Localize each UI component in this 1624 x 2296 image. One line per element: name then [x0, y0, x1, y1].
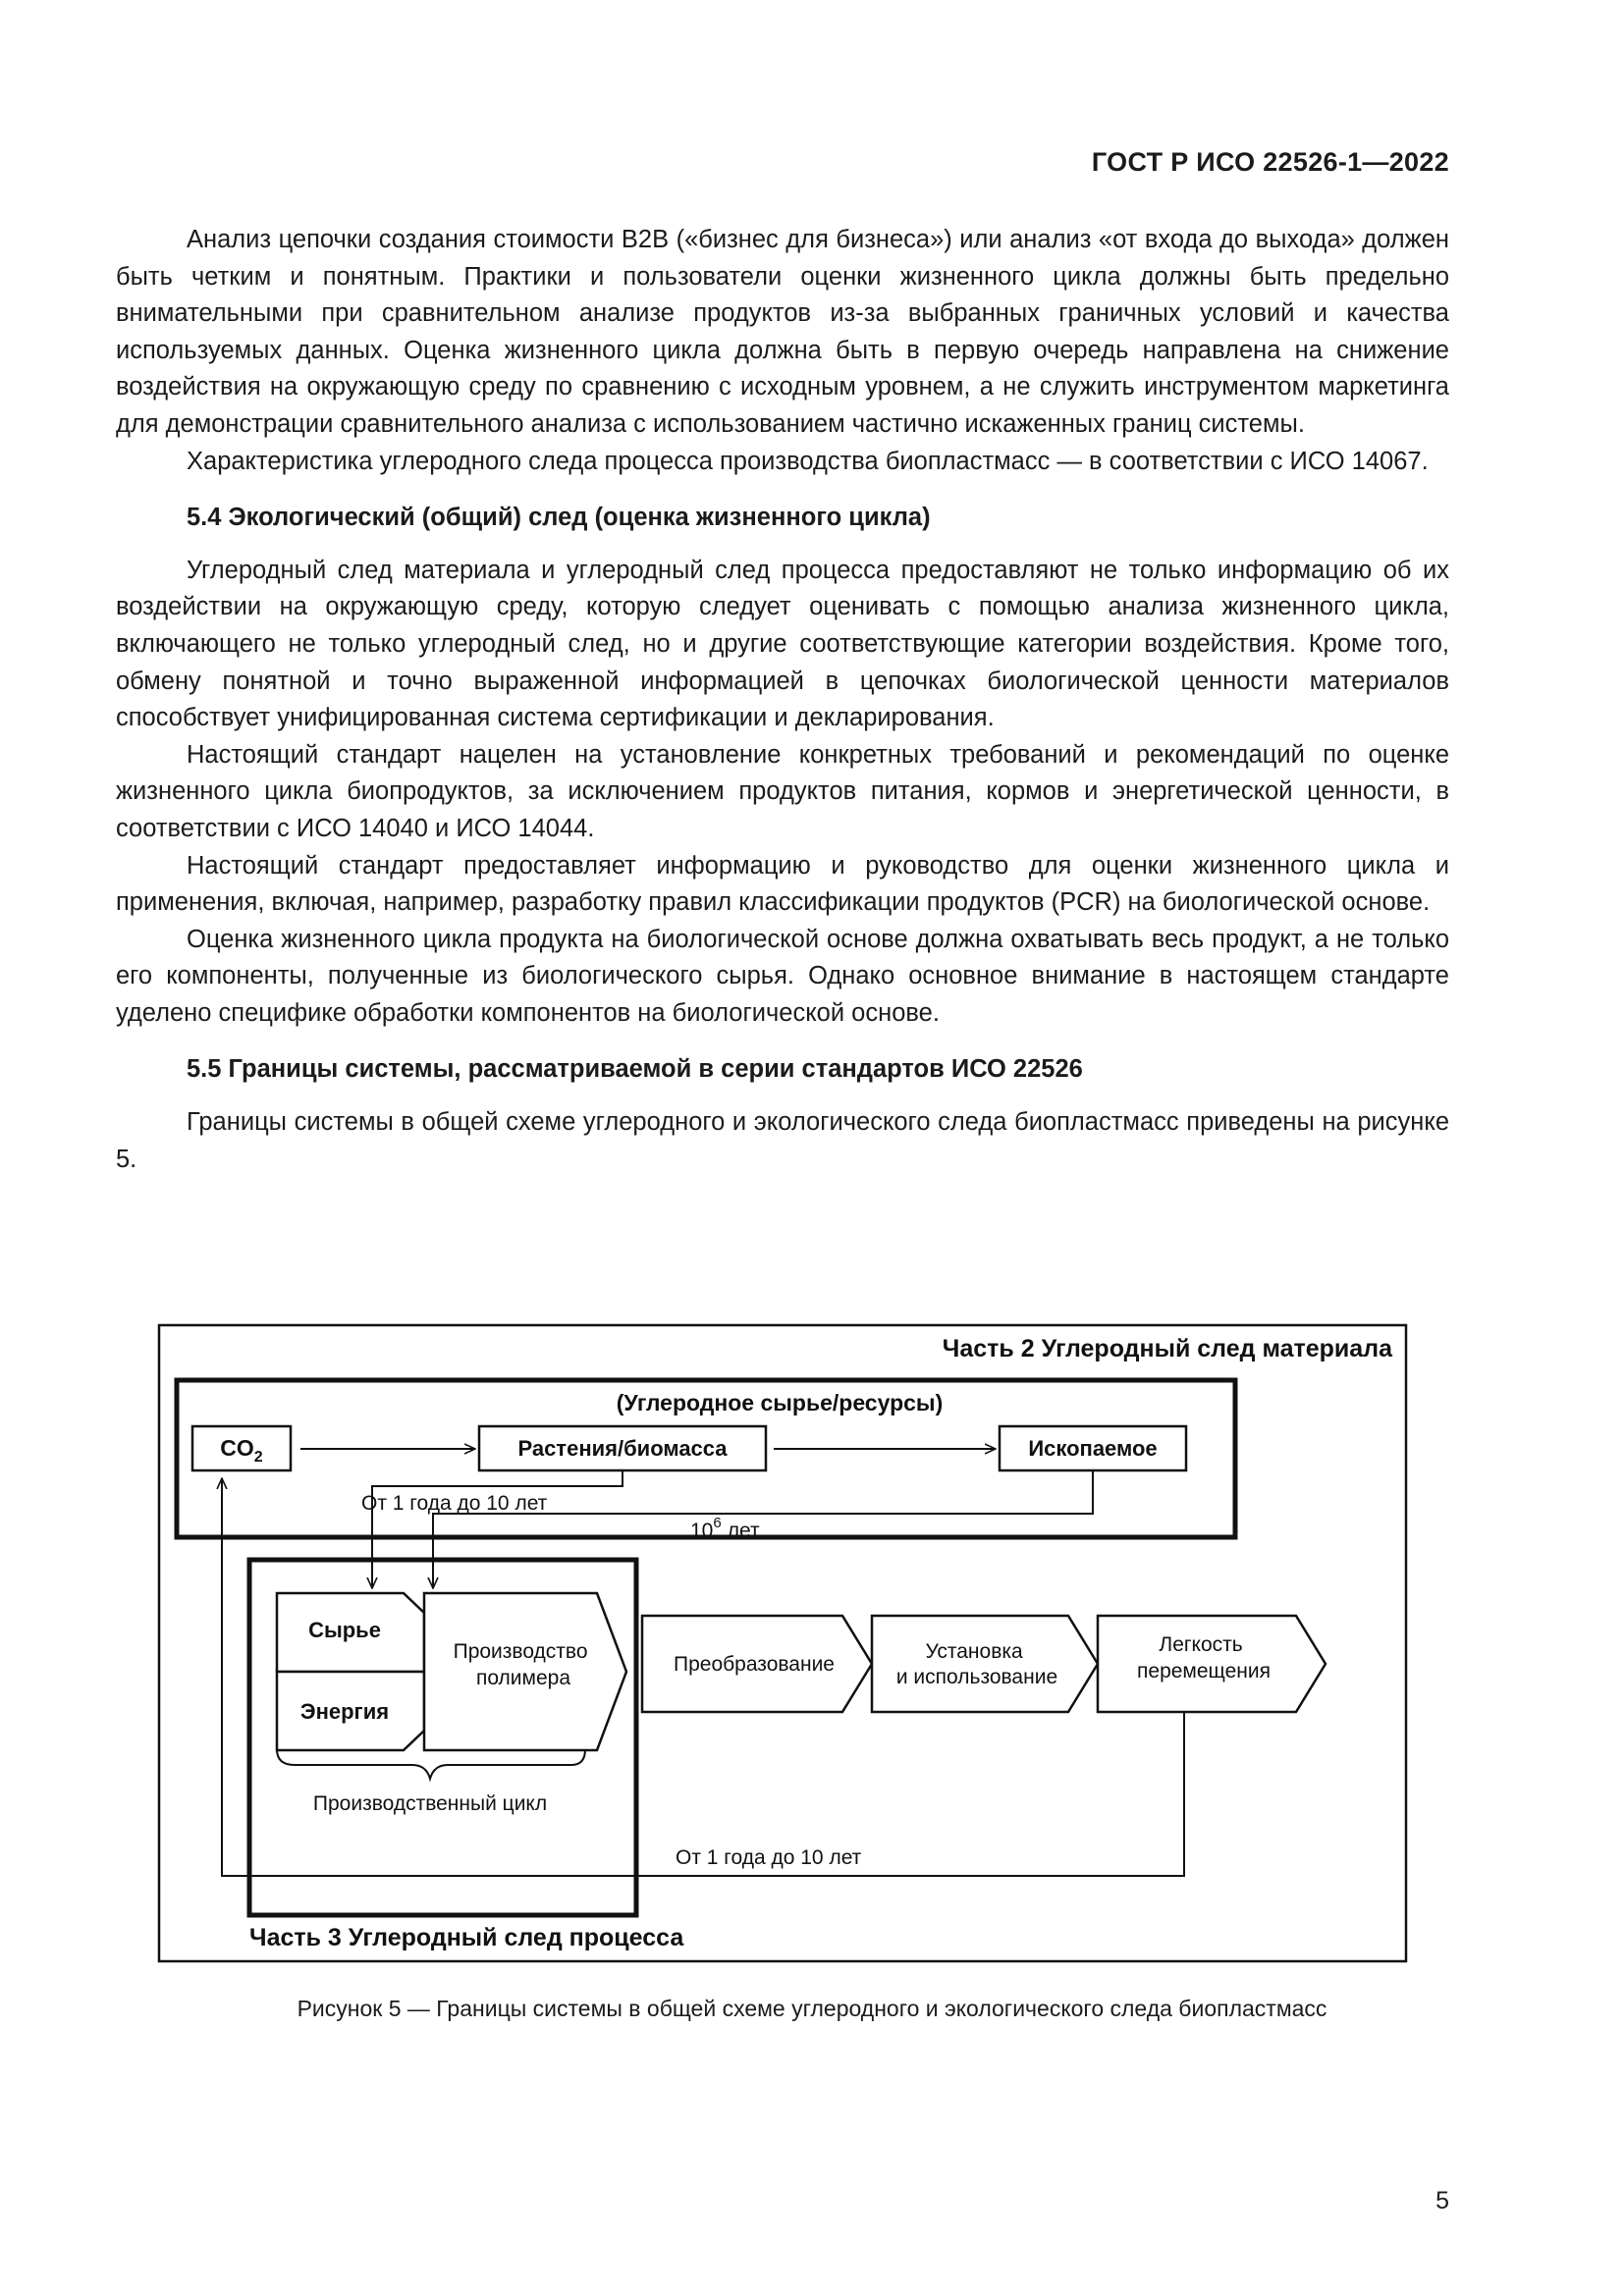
paragraph: Углеродный след материала и углеродный след процесса предоставляют не только информацию об их воздействии на окружающую среду, которую следует оценивать с помощью анализа жизненного цикла, включающего не только углеродный след, но и другие соответствующие категории воздействия. Кроме того, обмену понятной и точно выраженной информацией в цепочках биологической ценности материалов способствует унифицированная система сертификации и декларирования.: [116, 556, 1449, 732]
energy-label: Энергия: [299, 1699, 390, 1724]
arrow-plants-to-raw: [372, 1470, 623, 1588]
mobility-line1: Легкость: [1159, 1633, 1243, 1656]
production-cycle-label: Производственный цикл: [312, 1792, 548, 1815]
document-code: ГОСТ Р ИСО 22526-1—2022: [1091, 147, 1449, 177]
install-line1: Установка: [925, 1640, 1023, 1663]
system-boundary-diagram: [155, 1321, 1412, 1969]
paragraph: Характеристика углеродного следа процесса производства биопластмасс — в соответствии с ИСО 14067.: [187, 447, 1429, 475]
paragraph: Настоящий стандарт нацелен на установление конкретных требований и рекомендаций по оценке жизненного цикла биопродуктов, за исключением продуктов питания, кормов и энергетической ценности, в соответствии с ИСО 14040 и ИСО 14044.: [116, 740, 1449, 842]
paragraph: Оценка жизненного цикла продукта на биологической основе должна охватывать весь продукт, а не только его компоненты, полученные из биологического сырья. Однако основное внимание в настоящем стандарте уделено специфике обработки компонентов на биологической основе.: [116, 925, 1449, 1027]
paragraph: Настоящий стандарт предоставляет информацию и руководство для оценки жизненного цикла и применения, включая, например, разработку правил классификации продуктов (PCR) на биологической основе.: [116, 851, 1449, 917]
paragraph: Анализ цепочки создания стоимости В2В («бизнес для бизнеса») или анализ «от входа до выхода» должен быть четким и понятным. Практики и пользователи оценки жизненного цикла должны быть предельно внимательными при сравнительном анализе продуктов из-за выбранных граничных условий и качества используемых данных. Оценка жизненного цикла должна быть в первую очередь направлена на снижение воздействия на окружающую среду по сравнению с исходным уровнем, а не служить инструментом маркетинга для демонстрации сравнительного анализа с использованием частично искаженных границ системы.: [116, 226, 1449, 438]
conversion-label: Преобразование: [674, 1653, 835, 1676]
polymer-line1: Производство: [453, 1640, 588, 1663]
fossil-label: Ископаемое: [1028, 1436, 1158, 1461]
mobility-line2: перемещения: [1137, 1660, 1271, 1682]
plants-label: Растения/биомасса: [517, 1436, 728, 1461]
co2-main: CO: [220, 1435, 254, 1461]
polymer-line2: полимера: [475, 1667, 571, 1689]
part3-title: Часть 3 Углеродный след процесса: [249, 1924, 684, 1951]
section-heading-5-5: 5.5 Границы системы, рассматриваемой в серии стандартов ИСО 22526: [187, 1055, 1083, 1084]
paragraph: Границы системы в общей схеме углеродного и экологического следа биопластмасс приведены на рисунке 5.: [116, 1108, 1449, 1173]
figure-caption: Рисунок 5 — Границы системы в общей схеме углеродного и экологического следа биопластмасс: [297, 1996, 1327, 2021]
page-number: 5: [1435, 2187, 1449, 2215]
return-period-label: От 1 года до 10 лет: [676, 1846, 862, 1869]
body-text: [116, 222, 1449, 1178]
install-box: [872, 1616, 1098, 1712]
production-cycle-brace: [277, 1749, 585, 1779]
install-line2: и использование: [895, 1666, 1058, 1688]
feedstock-title: (Углеродное сырье/ресурсы): [616, 1390, 944, 1415]
co2-subscript: 2: [253, 1449, 263, 1466]
period-short-label: От 1 года до 10 лет: [361, 1492, 548, 1515]
section-heading-5-4: 5.4 Экологический (общий) след (оценка жизненного цикла): [187, 504, 931, 532]
period-long-base: 10: [690, 1520, 714, 1542]
period-long-exp: 6: [713, 1515, 722, 1531]
arrow-fossil-to-raw: [433, 1470, 1093, 1588]
raw-label: Сырье: [308, 1618, 381, 1642]
part2-title: Часть 2 Углеродный след материала: [942, 1335, 1392, 1362]
period-long-unit: лет: [727, 1520, 760, 1542]
